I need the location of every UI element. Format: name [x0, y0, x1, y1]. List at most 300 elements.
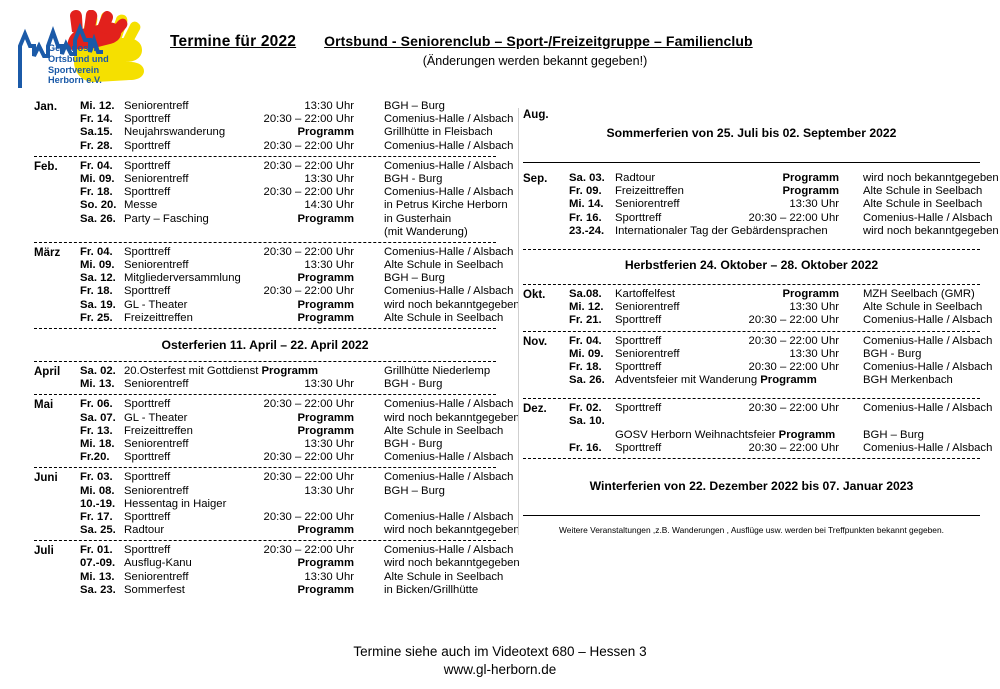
- logo-text: [48, 43, 109, 86]
- event-row: [569, 288, 992, 301]
- event-title: Sporttreff: [124, 398, 171, 411]
- event-row: [569, 314, 992, 327]
- event-row: [80, 160, 513, 173]
- spacer: [523, 462, 980, 474]
- event-location: Comenius-Halle / Alsbach: [863, 334, 993, 347]
- event-date: Fr.20.: [80, 451, 110, 464]
- event-row: [569, 442, 992, 455]
- event-date: Sa. 25.: [80, 524, 116, 537]
- event-time: 20:30 – 22:00 Uhr: [263, 139, 354, 152]
- logo-text-line-1: Gehörlosen: [48, 43, 100, 53]
- event-date: Mi. 14.: [569, 198, 604, 211]
- month-rows: [80, 544, 520, 597]
- event-title: Freizeittreffen: [124, 424, 193, 437]
- event-row: [80, 365, 496, 378]
- month-label: Nov.: [523, 335, 548, 348]
- event-date: Fr. 28.: [80, 139, 113, 152]
- event-title: Freizeittreffen: [124, 311, 193, 324]
- event-row: [569, 429, 992, 442]
- event-programm-label: Programm: [782, 185, 839, 198]
- event-time: 13:30 Uhr: [304, 570, 354, 583]
- event-title: Sporttreff: [124, 510, 171, 523]
- event-date: Sa. 10.: [569, 415, 605, 428]
- month-block-feb: [34, 159, 514, 239]
- event-location: wird noch bekanntgegeben: [384, 557, 520, 570]
- fine-print-note: Weitere Veranstaltungen ,z.B. Wanderungen , Ausflüge usw. werden bei Treffpunkten bekannt gegeben.: [559, 525, 944, 535]
- event-title: Sporttreff: [124, 451, 171, 464]
- event-row: [80, 438, 520, 451]
- event-row: [80, 557, 520, 570]
- month-label: Feb.: [34, 160, 58, 173]
- event-location: in Petrus Kirche Herborn: [384, 199, 508, 212]
- event-title: Messe: [124, 199, 158, 212]
- separator-dashed: [523, 398, 980, 399]
- event-title: Seniorentreff: [124, 172, 189, 185]
- separator-dashed: [34, 540, 496, 541]
- event-title: Seniorentreff: [124, 378, 189, 391]
- event-programm-label: Programm: [760, 374, 817, 387]
- event-title: Neujahrswanderung: [124, 126, 226, 139]
- event-date: Sa. 19.: [80, 298, 116, 311]
- event-date: 23.-24.: [569, 224, 605, 237]
- separator-dashed: [523, 458, 980, 459]
- event-programm-label: Programm: [297, 411, 354, 424]
- event-title: Freizeittreffen: [615, 185, 684, 198]
- event-location: BGH - Burg: [384, 378, 443, 391]
- event-location: BGH – Burg: [384, 100, 445, 112]
- event-location: Alte Schule in Seelbach: [863, 301, 983, 314]
- event-row: [80, 199, 513, 212]
- event-title: Seniorentreff: [615, 347, 680, 360]
- event-date: Fr. 16.: [569, 211, 602, 224]
- event-row: [569, 361, 992, 374]
- event-date: Fr. 09.: [569, 185, 602, 198]
- event-time: 20:30 – 22:00 Uhr: [748, 314, 839, 327]
- event-date: Fr. 14.: [80, 113, 113, 126]
- event-row: [569, 172, 999, 185]
- event-title: Sporttreff: [615, 314, 662, 327]
- event-date: Fr. 16.: [569, 441, 602, 454]
- event-location: BGH – Burg: [384, 272, 445, 285]
- event-date: Fr. 01.: [80, 544, 113, 557]
- event-location: Comenius-Halle / Alsbach: [384, 285, 514, 298]
- event-title: Sporttreff: [615, 211, 662, 224]
- event-location: BGH - Burg: [384, 437, 443, 450]
- event-title: Sporttreff: [124, 471, 171, 484]
- event-date: Mi. 09.: [80, 259, 115, 272]
- event-location: Comenius-Halle / Alsbach: [384, 159, 514, 172]
- event-title: Internationaler Tag der Gebärdensprachen: [615, 224, 828, 237]
- event-date: Fr. 17.: [80, 510, 113, 523]
- event-title: Sporttreff: [124, 544, 171, 557]
- event-time: 20:30 – 22:00 Uhr: [748, 334, 839, 347]
- month-rows: [569, 172, 999, 238]
- month-block-sep: [523, 172, 999, 238]
- event-title: Sporttreff: [615, 360, 662, 373]
- osterferien-banner: Osterferien 11. April – 22. April 2022: [161, 338, 369, 352]
- title-block: [170, 33, 870, 68]
- event-time: 20:30 – 22:00 Uhr: [748, 441, 839, 454]
- event-row: [80, 584, 520, 597]
- event-title: Sporttreff: [124, 159, 171, 172]
- event-title: Seniorentreff: [124, 100, 189, 112]
- month-label: Jan.: [34, 101, 58, 113]
- month-block-nov: [523, 334, 993, 388]
- event-row: [80, 100, 513, 113]
- event-title: Seniorentreff: [615, 301, 680, 314]
- month-block-dez: [523, 402, 993, 455]
- event-row: [80, 498, 520, 511]
- event-title: Sporttreff: [124, 186, 171, 199]
- spacer: [523, 238, 980, 246]
- event-date: Mi. 13.: [80, 378, 115, 391]
- event-row: [569, 335, 992, 348]
- event-date: Mi. 18.: [80, 437, 115, 450]
- event-row: [569, 212, 999, 225]
- separator-dashed: [523, 331, 980, 332]
- event-row: [80, 285, 520, 298]
- event-date: Mi. 09.: [569, 347, 604, 360]
- separator-solid: [523, 162, 980, 163]
- month-block-mai: [34, 398, 520, 464]
- event-title: Sporttreff: [124, 113, 171, 126]
- event-location: BGH Merkenbach: [863, 374, 953, 387]
- event-location: Comenius-Halle / Alsbach: [863, 402, 993, 415]
- month-block-april: [34, 365, 496, 391]
- event-row: [569, 402, 992, 415]
- event-row: [80, 213, 513, 226]
- event-title: Seniorentreff: [124, 570, 189, 583]
- event-time: 13:30 Uhr: [789, 198, 839, 211]
- event-date: Fr. 02.: [569, 402, 602, 415]
- event-row: [80, 126, 513, 139]
- separator-dashed: [34, 242, 496, 243]
- event-location: Comenius-Halle / Alsbach: [384, 398, 514, 411]
- event-date: Mi. 12.: [569, 301, 604, 314]
- event-row: [569, 225, 999, 238]
- event-row: [80, 378, 496, 391]
- event-row: [80, 113, 513, 126]
- event-programm-label: Programm: [297, 298, 354, 311]
- event-row: [80, 485, 520, 498]
- event-time: 13:30 Uhr: [304, 437, 354, 450]
- event-time: 13:30 Uhr: [304, 378, 354, 391]
- page-header: [0, 0, 1000, 96]
- event-date: Sa. 02.: [80, 365, 116, 377]
- event-row: [569, 415, 992, 428]
- event-time: 20:30 – 22:00 Uhr: [263, 285, 354, 298]
- event-row: [80, 173, 513, 186]
- month-block-okt: [523, 287, 993, 328]
- event-date: Fr. 13.: [80, 424, 113, 437]
- event-date: Sa. 03.: [569, 172, 605, 184]
- event-location: in Gusterhain: [384, 212, 452, 225]
- title-note: (Änderungen werden bekannt gegeben!): [422, 54, 648, 68]
- event-title: Sporttreff: [615, 334, 662, 347]
- event-date: Fr. 18.: [569, 360, 602, 373]
- event-location: wird noch bekanntgegeben: [863, 224, 999, 237]
- event-date: Sa.15.: [80, 126, 113, 139]
- event-programm-label: Programm: [297, 524, 354, 537]
- event-location: Comenius-Halle / Alsbach: [863, 314, 993, 327]
- event-title: Radtour: [124, 524, 165, 537]
- event-location: Alte Schule in Seelbach: [863, 198, 983, 211]
- month-rows: [569, 288, 992, 328]
- footer-videotext: Termine siehe auch im Videotext 680 – Hessen 3: [353, 644, 647, 659]
- event-date: Sa. 26.: [569, 374, 605, 387]
- event-location: wird noch bekanntgegeben: [384, 411, 520, 424]
- logo-text-line-2: Ortsbund und: [48, 53, 109, 64]
- event-title: Sporttreff: [124, 245, 171, 258]
- event-row: [80, 425, 520, 438]
- event-location: wird noch bekanntgegeben: [384, 524, 520, 537]
- event-location: Comenius-Halle / Alsbach: [863, 211, 993, 224]
- spacer: [523, 277, 980, 281]
- footer-website[interactable]: www.gl-herborn.de: [443, 662, 557, 677]
- event-time: 13:30 Uhr: [304, 484, 354, 497]
- event-location: Comenius-Halle / Alsbach: [384, 186, 514, 199]
- spacer: [523, 387, 980, 395]
- event-date: Mi. 09.: [80, 172, 115, 185]
- month-block-juni: [34, 471, 520, 537]
- event-time: 20:30 – 22:00 Uhr: [748, 360, 839, 373]
- sommerferien-banner: Sommerferien von 25. Juli bis 02. September 2022: [606, 126, 897, 140]
- event-date: Sa. 12.: [80, 272, 116, 285]
- event-title: Ausflug-Kanu: [124, 557, 192, 570]
- event-title: Seniorentreff: [124, 484, 189, 497]
- event-row: [80, 571, 520, 584]
- event-time: 13:30 Uhr: [304, 100, 354, 112]
- month-block-juli: [34, 544, 520, 597]
- event-title: Hessentag in Haiger: [124, 497, 227, 510]
- event-time: 20:30 – 22:00 Uhr: [263, 159, 354, 172]
- event-row: [80, 259, 520, 272]
- event-location: MZH Seelbach (GMR): [863, 287, 975, 300]
- event-time: 13:30 Uhr: [304, 259, 354, 272]
- event-row: [80, 312, 520, 325]
- event-date: So. 20.: [80, 199, 117, 212]
- month-block-aug: [523, 108, 980, 121]
- spacer: [523, 145, 980, 157]
- event-location: BGH - Burg: [384, 172, 443, 185]
- event-date: 10.-19.: [80, 497, 116, 510]
- event-title: GL - Theater: [124, 411, 188, 424]
- event-row: [80, 226, 513, 239]
- event-title: Mitgliederversammlung: [124, 272, 241, 285]
- event-row: [80, 451, 520, 464]
- separator-dashed: [523, 284, 980, 285]
- event-date: Sa. 07.: [80, 411, 116, 424]
- event-row: [80, 186, 513, 199]
- event-time: 20:30 – 22:00 Uhr: [263, 544, 354, 557]
- event-time: 20:30 – 22:00 Uhr: [263, 451, 354, 464]
- event-programm-label: Programm: [297, 311, 354, 324]
- event-location: Comenius-Halle / Alsbach: [863, 441, 993, 454]
- event-location: Comenius-Halle / Alsbach: [384, 451, 514, 464]
- event-location: Alte Schule in Seelbach: [384, 311, 504, 324]
- event-row: [80, 471, 520, 484]
- event-row: [569, 185, 999, 198]
- event-programm-label: Programm: [297, 424, 354, 437]
- event-time: 20:30 – 22:00 Uhr: [748, 211, 839, 224]
- event-programm-label: Programm: [297, 212, 354, 225]
- month-rows: [80, 160, 513, 239]
- month-label: Okt.: [523, 288, 546, 301]
- month-rows: [569, 335, 992, 388]
- event-title: Adventsfeier mit Wanderung Programm: [615, 374, 817, 387]
- winterferien-banner: Winterferien von 22. Dezember 2022 bis 07. Januar 2023: [589, 479, 914, 493]
- event-location: Comenius-Halle / Alsbach: [384, 471, 514, 484]
- spacer: [523, 498, 980, 510]
- event-location: Comenius-Halle / Alsbach: [384, 113, 514, 126]
- event-date: Fr. 18.: [80, 285, 113, 298]
- event-programm-label: Programm: [297, 557, 354, 570]
- club-logo: [8, 10, 148, 90]
- month-label: Juli: [34, 545, 54, 558]
- event-time: 13:30 Uhr: [789, 347, 839, 360]
- event-time: 20:30 – 22:00 Uhr: [263, 113, 354, 126]
- event-title: Party – Fasching: [124, 212, 209, 225]
- event-programm-label: Programm: [297, 126, 354, 139]
- event-location: Alte Schule in Seelbach: [863, 185, 983, 198]
- separator-dashed: [34, 361, 496, 362]
- month-rows: [569, 402, 992, 455]
- event-date: Fr. 04.: [80, 245, 113, 258]
- event-location: wird noch bekanntgegeben: [384, 298, 520, 311]
- event-date: Fr. 25.: [80, 311, 113, 324]
- event-row: [569, 348, 992, 361]
- month-label: Dez.: [523, 403, 547, 416]
- event-title: Sommerfest: [124, 583, 185, 596]
- event-row: [80, 140, 513, 153]
- separator-thin: [523, 515, 980, 516]
- month-rows: [80, 246, 520, 325]
- event-title: 20.Osterfest mit Gottdienst Programm: [124, 365, 319, 377]
- page-footer: [0, 644, 1000, 677]
- event-title: GL - Theater: [124, 298, 188, 311]
- month-rows: [80, 365, 496, 391]
- event-location: Comenius-Halle / Alsbach: [384, 139, 514, 152]
- event-row: [80, 544, 520, 557]
- event-date: Mi. 13.: [80, 570, 115, 583]
- month-rows: [80, 100, 513, 153]
- event-date: Fr. 03.: [80, 471, 113, 484]
- event-location: BGH – Burg: [863, 428, 924, 441]
- event-location: Comenius-Halle / Alsbach: [384, 245, 514, 258]
- month-label: Aug.: [523, 109, 549, 121]
- event-date: Fr. 04.: [569, 334, 602, 347]
- month-block-jan: [34, 100, 514, 153]
- separator-dashed: [34, 328, 496, 329]
- event-location: Alte Schule in Seelbach: [384, 259, 504, 272]
- event-location: Comenius-Halle / Alsbach: [384, 544, 514, 557]
- event-date: Fr. 04.: [80, 159, 113, 172]
- month-block-mrz: [34, 245, 520, 325]
- event-date: 07.-09.: [80, 557, 116, 570]
- event-location: BGH - Burg: [863, 347, 922, 360]
- event-location: BGH – Burg: [384, 484, 445, 497]
- event-time: 20:30 – 22:00 Uhr: [263, 471, 354, 484]
- event-title: Kartoffelfest: [615, 287, 676, 300]
- event-programm-label: Programm: [782, 287, 839, 300]
- herbstferien-banner: Herbstferien 24. Oktober – 28. Oktober 2022: [624, 257, 879, 272]
- event-date: Fr. 06.: [80, 398, 113, 411]
- month-label: März: [34, 246, 61, 259]
- separator-dashed: [523, 249, 980, 250]
- event-row: [80, 272, 520, 285]
- month-rows: [80, 398, 520, 464]
- right-column: [518, 108, 999, 535]
- event-row: [80, 524, 520, 537]
- event-location: in Bicken/Grillhütte: [384, 583, 479, 596]
- event-time: 20:30 – 22:00 Uhr: [263, 245, 354, 258]
- event-row: [80, 511, 520, 524]
- event-title: Seniorentreff: [124, 259, 189, 272]
- event-date: Sa.08.: [569, 287, 602, 300]
- event-title: Sporttreff: [615, 402, 662, 415]
- event-location: Alte Schule in Seelbach: [384, 424, 504, 437]
- event-row: [80, 412, 520, 425]
- event-date: Sa. 23.: [80, 583, 116, 596]
- logo-text-line-4: Herborn e.V.: [48, 75, 102, 86]
- event-title: Radtour: [615, 172, 656, 184]
- event-row: [80, 246, 520, 259]
- event-location: Grillhütte in Fleisbach: [384, 126, 493, 139]
- event-time: 20:30 – 22:00 Uhr: [748, 402, 839, 415]
- event-time: 20:30 – 22:00 Uhr: [263, 186, 354, 199]
- event-title: Sporttreff: [124, 285, 171, 298]
- page-subtitle: Ortsbund - Seniorenclub – Sport-/Freizeitgruppe – Familienclub: [324, 33, 753, 49]
- separator-dashed: [34, 467, 496, 468]
- month-label: Sep.: [523, 173, 548, 185]
- month-label: April: [34, 366, 61, 378]
- event-title: GOSV Herborn Weihnachtsfeier Programm: [615, 428, 836, 441]
- event-title: Sporttreff: [124, 139, 171, 152]
- event-date: Mi. 08.: [80, 484, 115, 497]
- month-label: Juni: [34, 472, 58, 485]
- page-title: Termine für 2022: [170, 33, 297, 50]
- event-title: Sporttreff: [615, 441, 662, 454]
- separator-dashed: [34, 156, 496, 157]
- title-row: [170, 33, 870, 51]
- event-date: Sa. 26.: [80, 212, 116, 225]
- event-location: Grillhütte Niederlemp: [384, 365, 491, 377]
- event-time: 14:30 Uhr: [304, 199, 354, 212]
- month-rows: [80, 471, 520, 537]
- event-date: Fr. 18.: [80, 186, 113, 199]
- event-programm-label: Programm: [261, 365, 319, 377]
- event-programm-label: Programm: [778, 428, 836, 441]
- left-column: [34, 100, 520, 597]
- event-location: wird noch bekanntgegeben: [863, 172, 999, 184]
- event-title: Seniorentreff: [124, 437, 189, 450]
- event-programm-label: Programm: [782, 172, 839, 184]
- event-row: [569, 374, 992, 387]
- event-time: 20:30 – 22:00 Uhr: [263, 398, 354, 411]
- event-location: Comenius-Halle / Alsbach: [384, 510, 514, 523]
- event-location: (mit Wanderung): [384, 225, 468, 238]
- event-time: 20:30 – 22:00 Uhr: [263, 510, 354, 523]
- event-date: Fr. 21.: [569, 314, 602, 327]
- event-row: [569, 301, 992, 314]
- event-title: Seniorentreff: [615, 198, 680, 211]
- event-programm-label: Programm: [297, 272, 354, 285]
- event-location: Alte Schule in Seelbach: [384, 570, 504, 583]
- month-label: Mai: [34, 399, 54, 412]
- event-time: 13:30 Uhr: [789, 301, 839, 314]
- separator-dashed: [34, 394, 496, 395]
- event-row: [80, 398, 520, 411]
